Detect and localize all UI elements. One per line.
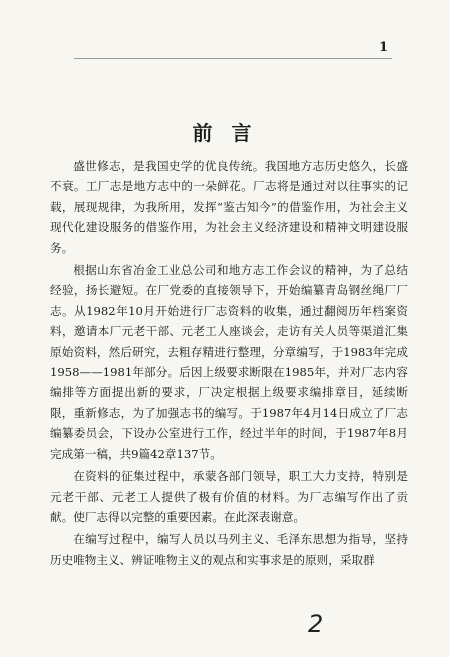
paragraph-4: 在编写过程中，编写人员以马列主义、毛泽东思想为指导，坚持历史唯物主义、辨证唯物主义的观点和实事求是的原则，采取群 — [50, 532, 408, 567]
page-title: 前 言 — [192, 121, 258, 145]
body-text — [50, 156, 408, 570]
header-rule — [74, 58, 392, 59]
paragraph-1: 盛世修志，是我国史学的优良传统。我国地方志历史悠久，长盛不衰。工厂志是地方志中的一朵鲜花。厂志将是通过对以往事实的记载，展现规律，为我所用，发挥“鉴古知今”的借鉴作用，为社会主义现代化建设服务的借鉴作用，为社会主义经济建设和精神文明建设服务。 — [50, 159, 408, 255]
handwritten-page-mark: 2 — [308, 610, 324, 638]
paragraph-2: 根据山东省冶金工业总公司和地方志工作会议的精神，为了总结经验，扬长避短。在厂党委的直接领导下，开始编纂青岛钢丝绳厂厂志。从1982年10月开始进行厂志资料的收集，通过翻阅历年档案资料，邀请本厂元老干部、元老工人座谈会，走访有关人员等渠道汇集原始资料，然后研究，去粗存精进行整理，分章编写，于1983年完成1958——1981年部分。后因上级要求断限在1985年，并对厂志内容编排等方面提出新的要求，厂决定根据上级要求编排章目，延续断限，重新修志，为了加强志书的编写。于1987年4月14日成立了厂志编纂委员会，下设办公室进行工作，经过半年的时间，于1987年8月完成第一稿，共9篇42章137节。 — [50, 263, 408, 461]
page-number: 1 — [378, 40, 388, 55]
paragraph-3: 在资料的征集过程中，承蒙各部门领导，职工大力支持，特别是元老干部、元老工人提供了极有价值的材料。为厂志编写作出了贡献。使厂志得以完整的重要因素。在此深表谢意。 — [50, 469, 408, 524]
